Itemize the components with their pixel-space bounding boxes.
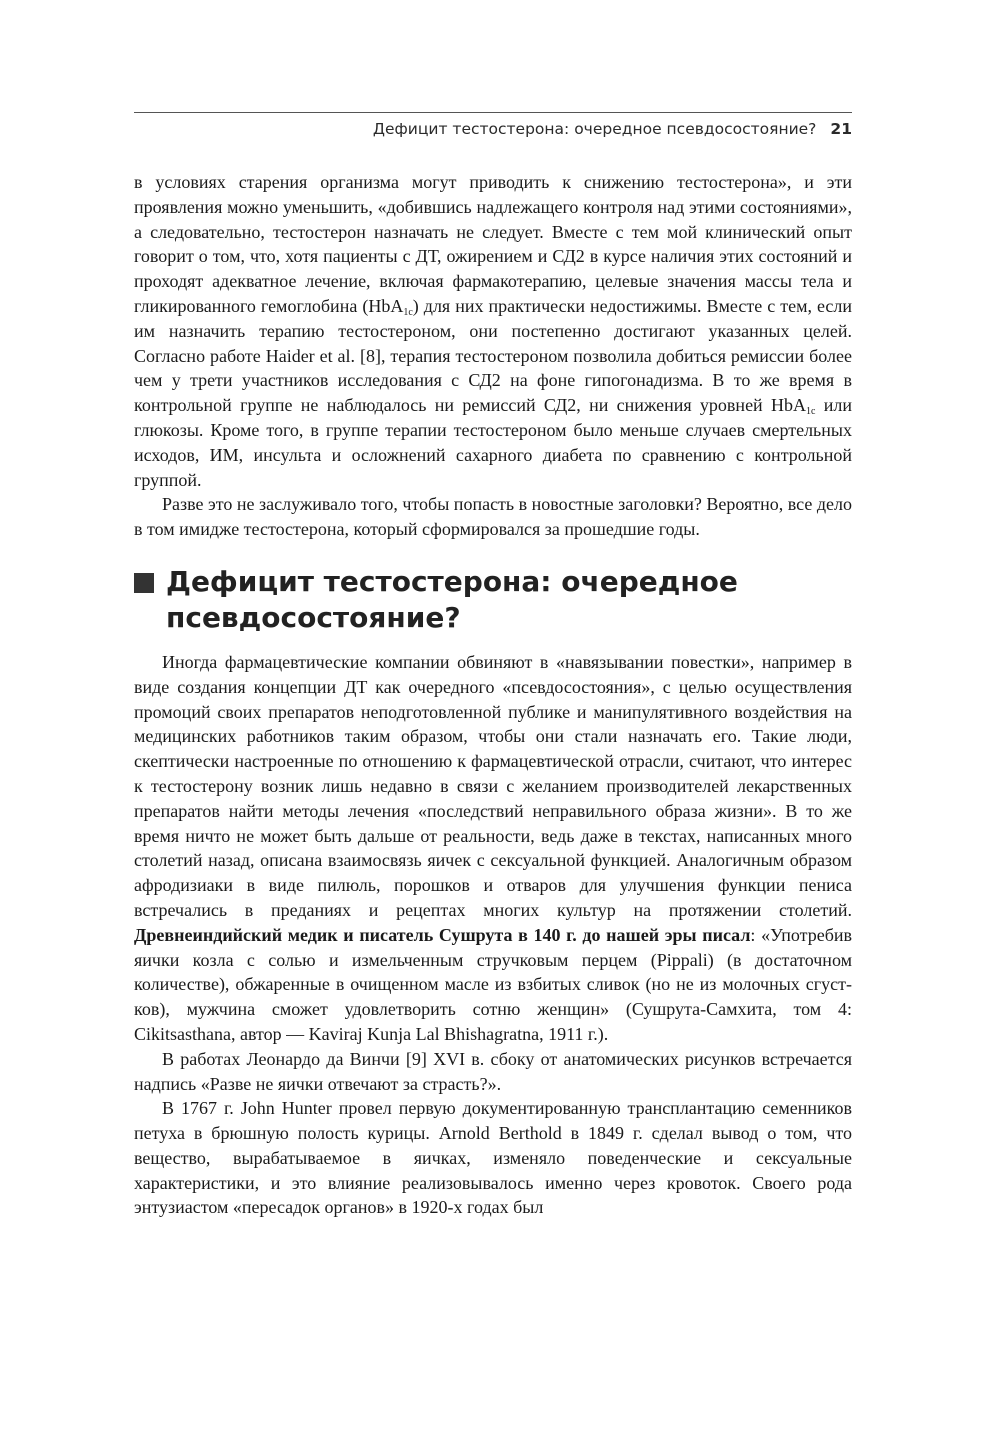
- paragraph-1-part-c: или глюкозы. Кроме того, в группе терапии тестостероном было меньше случаев смертельных исходов, ИМ, инсульта и осложнений сахарного диабета по сравнению с контрольной группой.: [134, 395, 853, 490]
- paragraph-3-part-b: : «Употребив яички козла с солью и измельченным стручковым перцем (Pippali) (в достаточном количестве), обжаренные в очищенном масле из взбитых сливок (но не из молочных сгустков), мужчина сможет удовлетворить сотню женщин» (Сушрута-Самхита, том 4: Cikitsasthana, автор — Kaviraj Kunja Lal Bhishagratna, 1911 г.).: [134, 924, 852, 1044]
- bold-phrase: Древнеиндийский медик и писатель Сушрута в 140 г. до нашей эры писал: [134, 924, 751, 945]
- paragraph-3: [134, 650, 852, 1047]
- section-title: Дефицит тестостерона: очередное псевдосостояние?: [166, 564, 738, 634]
- paragraph-1: [134, 170, 852, 492]
- running-header: [134, 112, 852, 138]
- paragraph-3-part-a: Иногда фармацевтические компании обвиняют в «навязывании повестки», например в виде создания концепции ДТ как очередного «псевдосостояния», с целью осуществления промоций своих препаратов неподготовленной публике и манипулятивного воздействия на медицинских работников таким образом, чтобы они стали назначать его. Такие люди, скептически настроенные по отношению к фармацевтической отрасли, считают, что интерес к тестостерону возник лишь недавно в связи с желанием производителей лекарственных препаратов найти методы лечения «последствий неправильного образа жизни». В то же время ничто не может быть дальше от реальности, ведь даже в текстах, написанных много столетий назад, описана взаимосвязь яичек с сексуальной функцией. Аналогичным образом афродизиаки в виде пилюль, порошков и отваров для улучшения функции пениса встречались в преданиях и рецептах многих культур на протяжении столетий.: [134, 651, 852, 920]
- subscript-1c: 1c: [806, 406, 816, 418]
- paragraph-4: В работах Леонардо да Винчи [9] XVI в. сбоку от анатомических рисунков встречается надпись «Разве не яички отвечают за страсть?».: [134, 1048, 852, 1094]
- paragraph-1-part-b: ) для них практически недостижимы. Вместе с тем, если им назначить терапию тестостероном, они постепенно достигают указанных целей. Согласно работе Haider et al. [8], терапия тестостероном позволила добиться ремиссии более чем у трети участников исследования с СД2 на фоне гипогонадизма. В то же время в контрольной группе не наблюдалось ни ремиссий СД2, ни снижения уровней HbA: [134, 295, 853, 416]
- paragraph-1-part-a: в условиях старения организма могут приводить к снижению тестостерона», и эти проявления можно уменьшить, «добившись надлежащего контроля над этими состояниями», а следовательно, тестостерон назначать не следует. Вместе с тем мой клинический опыт говорит о том, что, хотя пациенты с ДТ, ожирением и СД2 в курсе наличия этих состояний и проходят адекватное лечение, включая фармакотерапию, целевые значения массы тела и гликированного гемоглобина (HbA: [134, 172, 852, 316]
- body-text: [134, 170, 852, 1220]
- subscript-1c: 1c: [403, 306, 413, 318]
- paragraph-2: Разве это не заслуживало того, чтобы попасть в новостные заголовки? Вероятно, все дело в том имидже тестостерона, который сформировался за прошедшие годы.: [134, 494, 852, 540]
- running-title: Дефицит тестостерона: очередное псевдосостояние?: [372, 120, 817, 138]
- paragraph-5: В 1767 г. John Hunter провел первую документированную трансплантацию семенников петуха в брюшную полость курицы. Arnold Berthold в 1849 г. сделал вывод о том, что вещество, вырабатываемое в яичках, изменяло поведенческие и сексуальные характеристики, и это влияние реализовывалось именно через кровоток. Своего рода энтузиастом «пересадок органов» в 1920-х годах был: [134, 1098, 852, 1218]
- square-bullet-icon: [134, 573, 154, 593]
- section-heading: [134, 564, 852, 636]
- page-number: 21: [830, 120, 852, 138]
